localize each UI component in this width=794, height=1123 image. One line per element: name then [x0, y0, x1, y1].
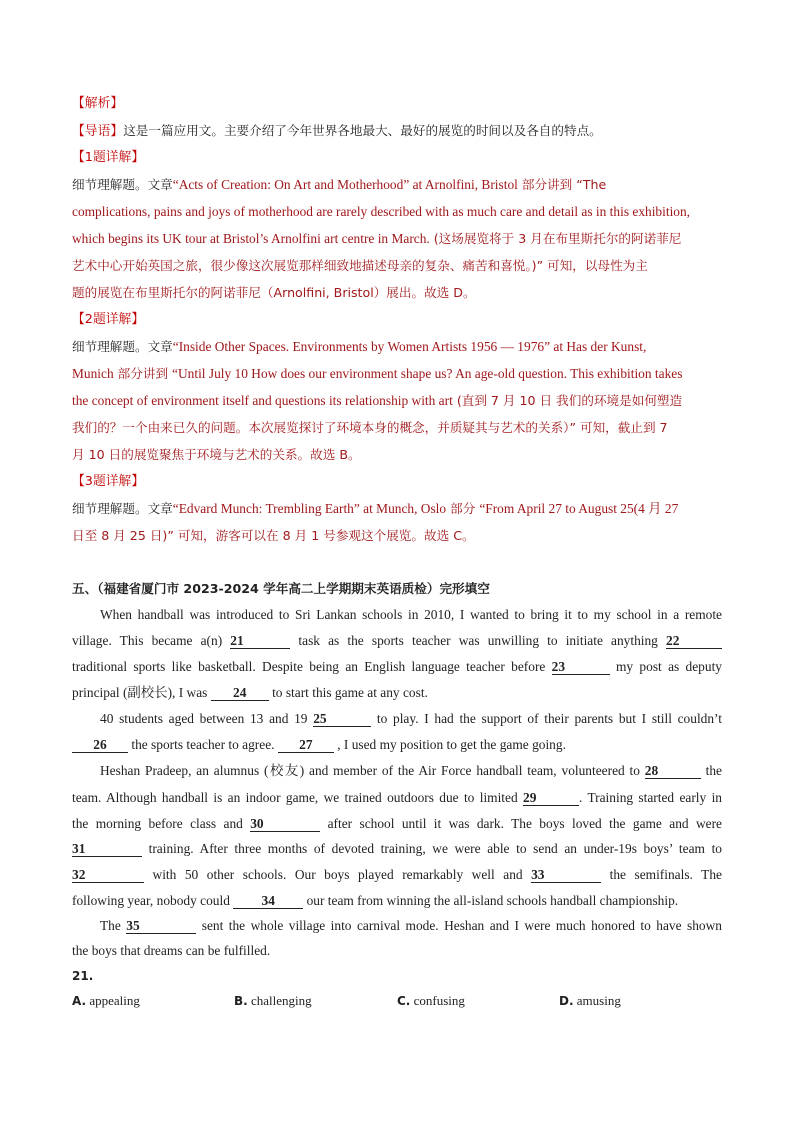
p3-l5b: the semifinals. The — [601, 867, 722, 882]
p1-line3 — [72, 658, 722, 676]
analysis-heading: 【解析】 — [72, 96, 124, 111]
option-d[interactable] — [559, 993, 621, 1009]
q1-line3 — [72, 230, 722, 248]
q2-line1-en: “Inside Other Spaces. Environments by Women Artists 1956 — 1976” at Has der Kunst, — [172, 339, 647, 354]
p1-line1: When handball was introduced to Sri Lankan schools in 2010, I wanted to bring it to my school in a remote — [100, 607, 722, 622]
blank-23[interactable]: 23 — [552, 660, 610, 675]
p2-line1 — [100, 710, 722, 728]
q2-heading: 【2题详解】 — [72, 312, 145, 327]
q1-line1-en: “Acts of Creation: On Art and Motherhood” at Arnolfini, Bristol — [172, 177, 518, 192]
p1-l2b: task as the sports teacher was unwilling to initiate anything — [290, 633, 667, 648]
q1-line5: 题的展览在布里斯托尔的阿诺菲尼（Arnolfini, Bristol）展出。故选 D。 — [72, 285, 476, 300]
option-b-text: challenging — [250, 993, 312, 1008]
q2-line3 — [72, 392, 722, 410]
p1-l2a: village. This became a(n) — [72, 633, 231, 648]
option-a[interactable] — [72, 993, 140, 1009]
blank-31[interactable]: 31 — [72, 842, 142, 857]
intro-text: 这是一篇应用文。主要介绍了今年世界各地最大、最好的展览的时间以及各自的特点。 — [123, 123, 602, 138]
q3-line1 — [72, 500, 722, 518]
p4-line2: the boys that dreams can be fulfilled. — [72, 943, 271, 958]
q3-line1-cn: 细节理解题。文章 — [72, 501, 173, 516]
p3-l4a: training. After three months of devoted training, we were able to send an under-19s boys’ team to — [142, 841, 722, 856]
option-b-letter: B. — [234, 994, 248, 1008]
blank-26[interactable]: 26 — [72, 738, 128, 753]
option-c-text: confusing — [413, 993, 465, 1008]
q3-line1-cn2: 部分 — [446, 501, 480, 516]
q1-line1-cn2: 部分讲到 “The — [517, 177, 607, 192]
intro-tag: 【导语】 — [72, 124, 124, 139]
option-c-letter: C. — [397, 994, 411, 1008]
p3-l5a: with 50 other schools. Our boys played remarkably well and — [144, 867, 532, 882]
blank-32[interactable]: 32 — [72, 868, 144, 883]
q3-line1-en2: “From April 27 to August 25(4 月 27 — [479, 501, 679, 516]
intro-line — [72, 122, 722, 141]
blank-30[interactable]: 30 — [250, 817, 320, 832]
blank-34[interactable]: 34 — [233, 894, 303, 909]
p3-l1b: the — [700, 763, 722, 778]
q2-line5: 月 10 日的展览聚焦于环境与艺术的关系。故选 B。 — [72, 447, 361, 462]
p1-l4b: to start this game at any cost. — [268, 685, 428, 700]
question-number: 21. — [72, 969, 94, 983]
blank-25[interactable]: 25 — [313, 712, 371, 727]
q2-line2-cn: 部分讲到 — [113, 366, 173, 381]
p1-l4a: principal (副校长), I was — [72, 685, 211, 700]
blank-33[interactable]: 33 — [531, 868, 601, 883]
q1-line2: complications, pains and joys of motherhood are rarely described with as much care and detail as in this exhibition, — [72, 204, 691, 219]
q1-line1-cn: 细节理解题。文章 — [72, 177, 173, 192]
p3-line4 — [72, 840, 722, 858]
blank-28[interactable]: 28 — [645, 764, 701, 779]
p1-l3b: my post as deputy — [609, 659, 722, 674]
q1-heading: 【1题详解】 — [72, 150, 145, 165]
p4-l1a: The — [100, 918, 127, 933]
option-a-letter: A. — [72, 994, 87, 1008]
q3-line2: 日至 8 月 25 日)” 可知，游客可以在 8 月 1 号参观这个展览。故选 C。 — [72, 528, 475, 543]
q1-line3-en: which begins its UK tour at Bristol’s Arnolfini art centre in March. — [72, 231, 430, 246]
p2-l2b: , I used my position to get the game going. — [333, 737, 566, 752]
q2-line1-cn: 细节理解题。文章 — [72, 339, 173, 354]
p3-l1a: Heshan Pradeep, an alumnus (校友) and member of the Air Force handball team, volunteered to — [100, 763, 645, 778]
p2-l1a: 40 students aged between 13 and 19 — [100, 711, 314, 726]
p3-l3a: the morning before class and — [72, 816, 251, 831]
q3-heading: 【3题详解】 — [72, 474, 145, 489]
p1-line4 — [72, 684, 722, 702]
q1-line4: 艺术中心开始英国之旅，很少像这次展览那样细致地描述母亲的复杂、痛苦和喜悦。)” 可知，以母性为主 — [72, 258, 648, 273]
p4-l1b: sent the whole village into carnival mode. Heshan and I were much honored to have shown — [196, 918, 722, 933]
q2-line2 — [72, 365, 722, 383]
p3-line6 — [72, 892, 722, 910]
blank-29[interactable]: 29 — [523, 791, 579, 806]
option-d-letter: D. — [559, 994, 574, 1008]
q2-line2-en: Munich — [72, 366, 114, 381]
p1-l3a: traditional sports like basketball. Despite being an English language teacher before — [72, 659, 552, 674]
p2-l2a: the sports teacher to agree. — [128, 737, 278, 752]
q3-line1-en: “Edvard Munch: Trembling Earth” at Munch, Oslo — [172, 501, 447, 516]
q2-line3-en: the concept of environment itself and questions its relationship with art — [72, 393, 453, 408]
q2-line1 — [72, 338, 722, 356]
option-b[interactable] — [234, 993, 312, 1009]
section-title: 五、（福建省厦门市 2023-2024 学年高二上学期期末英语质检）完形填空 — [72, 581, 490, 596]
blank-27[interactable]: 27 — [278, 738, 334, 753]
blank-21[interactable]: 21 — [230, 634, 290, 649]
q2-line3-cn: (直到 7 月 10 日 我们的环境是如何塑造 — [452, 393, 683, 408]
blank-35[interactable]: 35 — [126, 919, 196, 934]
p3-line1 — [100, 762, 722, 780]
p4-line1 — [100, 917, 722, 935]
p3-l6a: following year, nobody could — [72, 893, 234, 908]
p2-l1b: to play. I had the support of their parents but I still couldn’t — [371, 711, 722, 726]
p3-l2a: team. Although handball is an indoor game, we trained outdoors due to limited — [72, 790, 523, 805]
option-c[interactable] — [397, 993, 465, 1009]
q1-line1 — [72, 176, 722, 194]
blank-22[interactable]: 22 — [666, 634, 722, 649]
p3-line2 — [72, 789, 722, 807]
p3-line5 — [72, 866, 722, 884]
blank-24[interactable]: 24 — [211, 686, 269, 701]
p3-l6b: our team from winning the all-island schools handball championship. — [303, 893, 679, 908]
q2-line4: 我们的？一个由来已久的问题。本次展览探讨了环境本身的概念，并质疑其与艺术的关系）” 可知，截止到 7 — [72, 420, 668, 435]
option-d-text: amusing — [576, 993, 621, 1008]
p3-line3 — [72, 815, 722, 833]
p2-line2 — [72, 736, 722, 754]
p3-l3b: after school until it was dark. The boys loved the game and were — [320, 816, 722, 831]
p3-l2b: . Training started early in — [579, 790, 722, 805]
q1-line3-cn: (这场展览将于 3 月在布里斯托尔的阿诺菲尼 — [429, 231, 682, 246]
option-a-text: appealing — [89, 993, 140, 1008]
p1-line2 — [72, 632, 722, 650]
q2-line2-en2: “Until July 10 How does our environment shape us? An age-old question. This exhibition takes — [172, 366, 683, 381]
